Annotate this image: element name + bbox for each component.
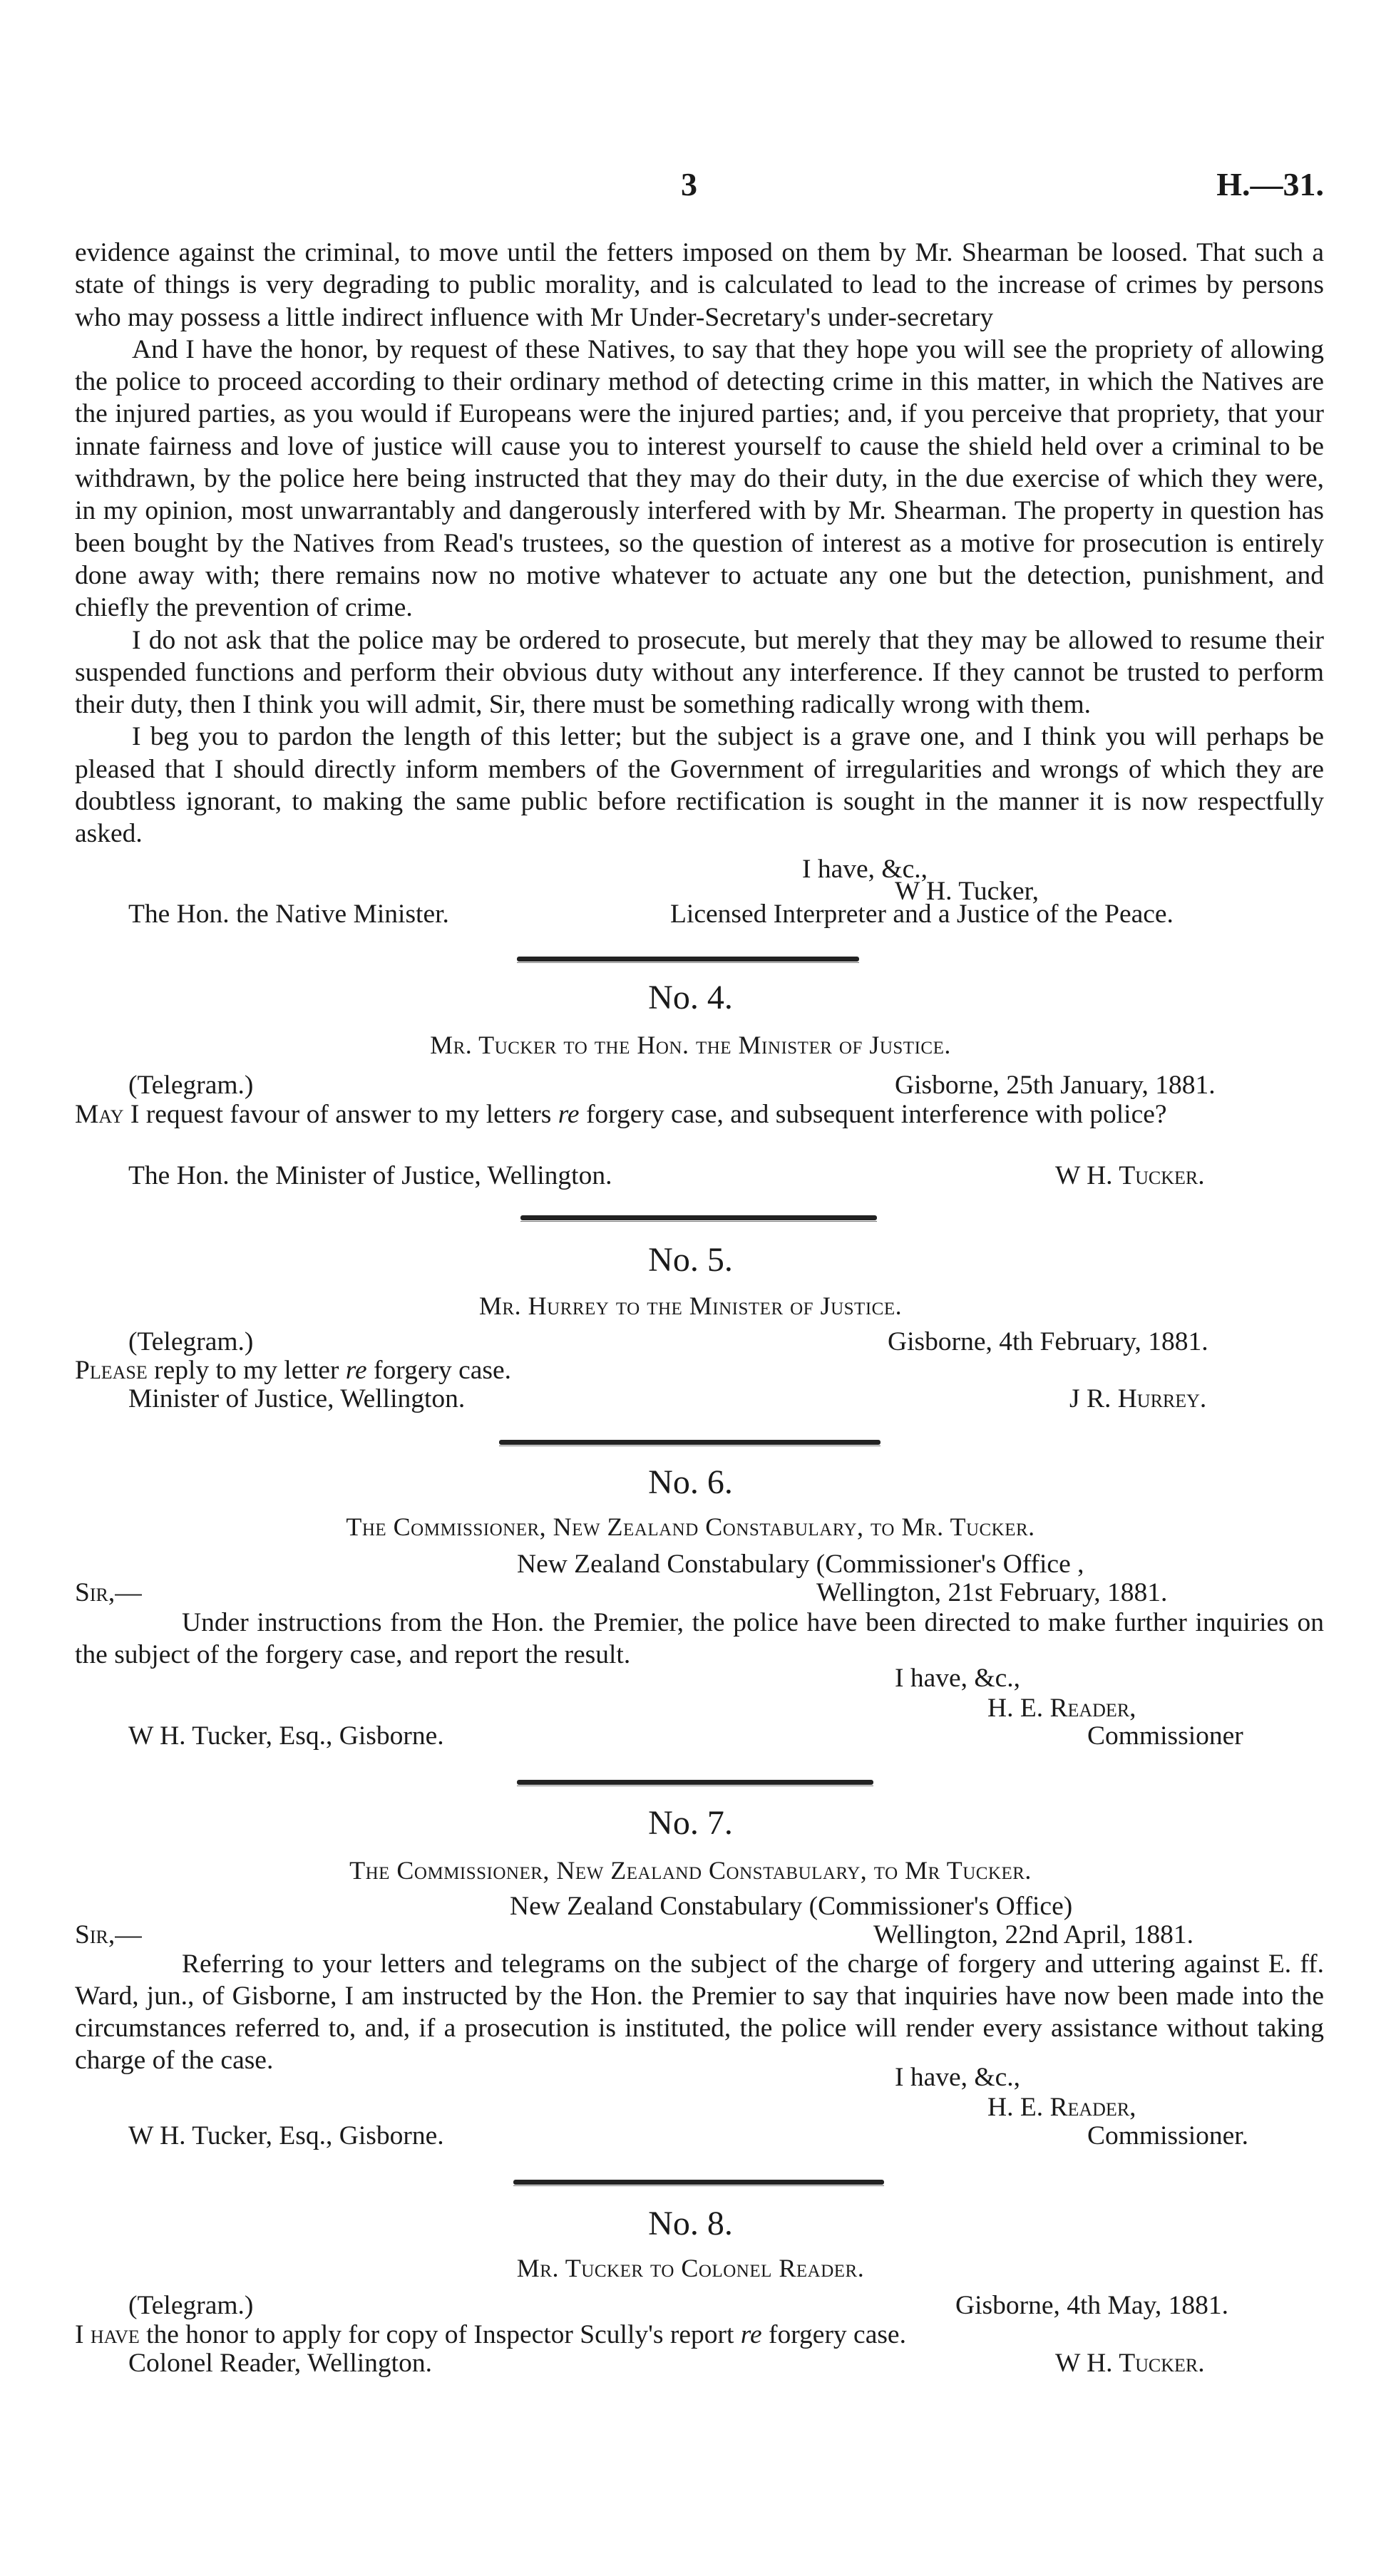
- addressee: The Hon. the Native Minister.: [128, 900, 449, 929]
- section-divider: [513, 2180, 884, 2185]
- section-title: Mr. Tucker to the Hon. the Minister of Justice.: [430, 1031, 951, 1059]
- office: New Zealand Constabulary (Commissioner's Office ,: [517, 1550, 1084, 1579]
- place-date: Gisborne, 4th February, 1881.: [888, 1327, 1208, 1356]
- page-number: 3: [681, 166, 697, 202]
- closing: I have, &c.,: [895, 2063, 1020, 2092]
- re-italic: re: [558, 1100, 580, 1129]
- addressee: Colonel Reader, Wellington.: [128, 2349, 432, 2378]
- paragraph: I beg you to pardon the length of this letter; but the subject is a grave one, and I think you will perhaps be pleased that I should directly inform members of the Government of irregularities and wrongs of which they are doubtless ignorant, to making the same public before rectification is sought in the manner it is now respectfully asked.: [75, 722, 1324, 849]
- message-type: (Telegram.): [128, 2291, 254, 2320]
- message-type: (Telegram.): [128, 1327, 254, 1356]
- lead-word: Please: [75, 1356, 148, 1385]
- document-reference: H.—31.: [1216, 166, 1324, 202]
- section-number: No. 8.: [648, 2205, 733, 2242]
- re-italic: re: [345, 1356, 367, 1385]
- signer-title: Commissioner: [1087, 1721, 1243, 1751]
- addressee: W H. Tucker, Esq., Gisborne.: [128, 2121, 444, 2150]
- section-number: No. 4.: [648, 979, 733, 1016]
- section-divider: [499, 1440, 881, 1445]
- salutation: Sir,—: [75, 1920, 142, 1949]
- message-body: Please reply to my letter re forgery case.: [75, 1356, 511, 1385]
- office: New Zealand Constabulary (Commissioner's Office): [510, 1892, 1073, 1921]
- section-divider: [517, 957, 859, 962]
- signature: W H. Tucker.: [1055, 2349, 1205, 2378]
- salutation: Sir,—: [75, 1578, 142, 1607]
- section-divider: [517, 1780, 873, 1785]
- letter-body: Referring to your letters and telegrams on the subject of the charge of forgery and uttering against E. ff. Ward, jun., of Gisborne, I am instructed by the Hon. the Premier to say that inquiries have now been made into the circumstances referred to, and, if a prosecution is instituted, the police will render every assistance without taking charge of the case.: [75, 1949, 1324, 2075]
- message-type: (Telegram.): [128, 1071, 254, 1100]
- paragraph: And I have the honor, by request of these Natives, to say that they hope you will see the propriety of allowing the police to proceed according to their ordinary method of detecting crime in this matter, in which the Natives are the injured parties, as you would if Europeans were the injured parties; and, if you perceive that propriety, that your innate fairness and love of justice will cause you to interest yourself to cause the shield held over a criminal to be withdrawn, by the police here being instructed that they may do their duty, in the due exercise of which they were, in my opinion, most unwarrantably and dangerously interfered with by Mr. Shearman. The property in question has been bought by the Natives from Read's trustees, so the question of interest as a motive for prosecution is entirely done away with; there remains now no motive whatever to actuate any one but the detection, punishment, and chiefly the prevention of crime.: [75, 334, 1324, 623]
- paragraph: I do not ask that the police may be ordered to prosecute, but merely that they may be allowed to resume their suspended functions and perform their obvious duty without any interference. If they cannot be trusted to perform their duty, then I think you will admit, Sir, there must be something radically wrong with them.: [75, 625, 1324, 720]
- place-date: Wellington, 21st February, 1881.: [816, 1578, 1168, 1607]
- signer-title: Licensed Interpreter and a Justice of the Peace.: [670, 900, 1174, 929]
- lead-word: I have: [75, 2320, 140, 2349]
- closing: I have, &c.,: [802, 855, 928, 884]
- signature: J R. Hurrey.: [1069, 1384, 1207, 1413]
- section-number: No. 7.: [648, 1804, 733, 1842]
- paragraph: evidence against the criminal, to move until the fetters imposed on them by Mr. Shearman be loosed. That such a state of things is very degrading to public morality, and is calculated to lead to the increase of crimes by persons who may possess a little indirect influence with Mr Under-Secretary's under-secretary: [75, 238, 1324, 332]
- place-date: Gisborne, 4th May, 1881.: [955, 2291, 1228, 2320]
- place-date: Wellington, 22nd April, 1881.: [873, 1920, 1194, 1949]
- signer-title: Commissioner.: [1087, 2121, 1249, 2150]
- lead-word: May: [75, 1100, 124, 1129]
- signature: H. E. Reader,: [987, 1694, 1136, 1723]
- re-italic: re: [740, 2320, 762, 2349]
- message-body: I have the honor to apply for copy of Inspector Scully's report re forgery case.: [75, 2320, 906, 2349]
- section-title: The Commissioner, New Zealand Constabulary, to Mr Tucker.: [349, 1856, 1032, 1885]
- message-body: May I request favour of answer to my letters re forgery case, and subsequent interference with police?: [75, 1100, 1167, 1129]
- addressee: W H. Tucker, Esq., Gisborne.: [128, 1721, 444, 1751]
- addressee: Minister of Justice, Wellington.: [128, 1384, 466, 1413]
- section-divider: [520, 1215, 877, 1220]
- closing: I have, &c.,: [895, 1664, 1020, 1693]
- section-title: Mr. Tucker to Colonel Reader.: [516, 2254, 865, 2282]
- section-title: The Commissioner, New Zealand Constabulary, to Mr. Tucker.: [346, 1513, 1035, 1541]
- letter-continuation: [75, 237, 1324, 850]
- signature: W H. Tucker,: [895, 877, 1039, 906]
- signature: W H. Tucker.: [1055, 1161, 1205, 1190]
- section-number: No. 5.: [648, 1241, 733, 1279]
- place-date: Gisborne, 25th January, 1881.: [895, 1071, 1216, 1100]
- letter-body: Under instructions from the Hon. the Premier, the police have been directed to make further inquiries on the subject of the forgery case, and report the result.: [75, 1608, 1324, 1669]
- addressee: The Hon. the Minister of Justice, Wellington.: [128, 1161, 612, 1190]
- section-title: Mr. Hurrey to the Minister of Justice.: [478, 1292, 903, 1320]
- signature: H. E. Reader,: [987, 2093, 1136, 2122]
- section-number: No. 6.: [648, 1463, 733, 1501]
